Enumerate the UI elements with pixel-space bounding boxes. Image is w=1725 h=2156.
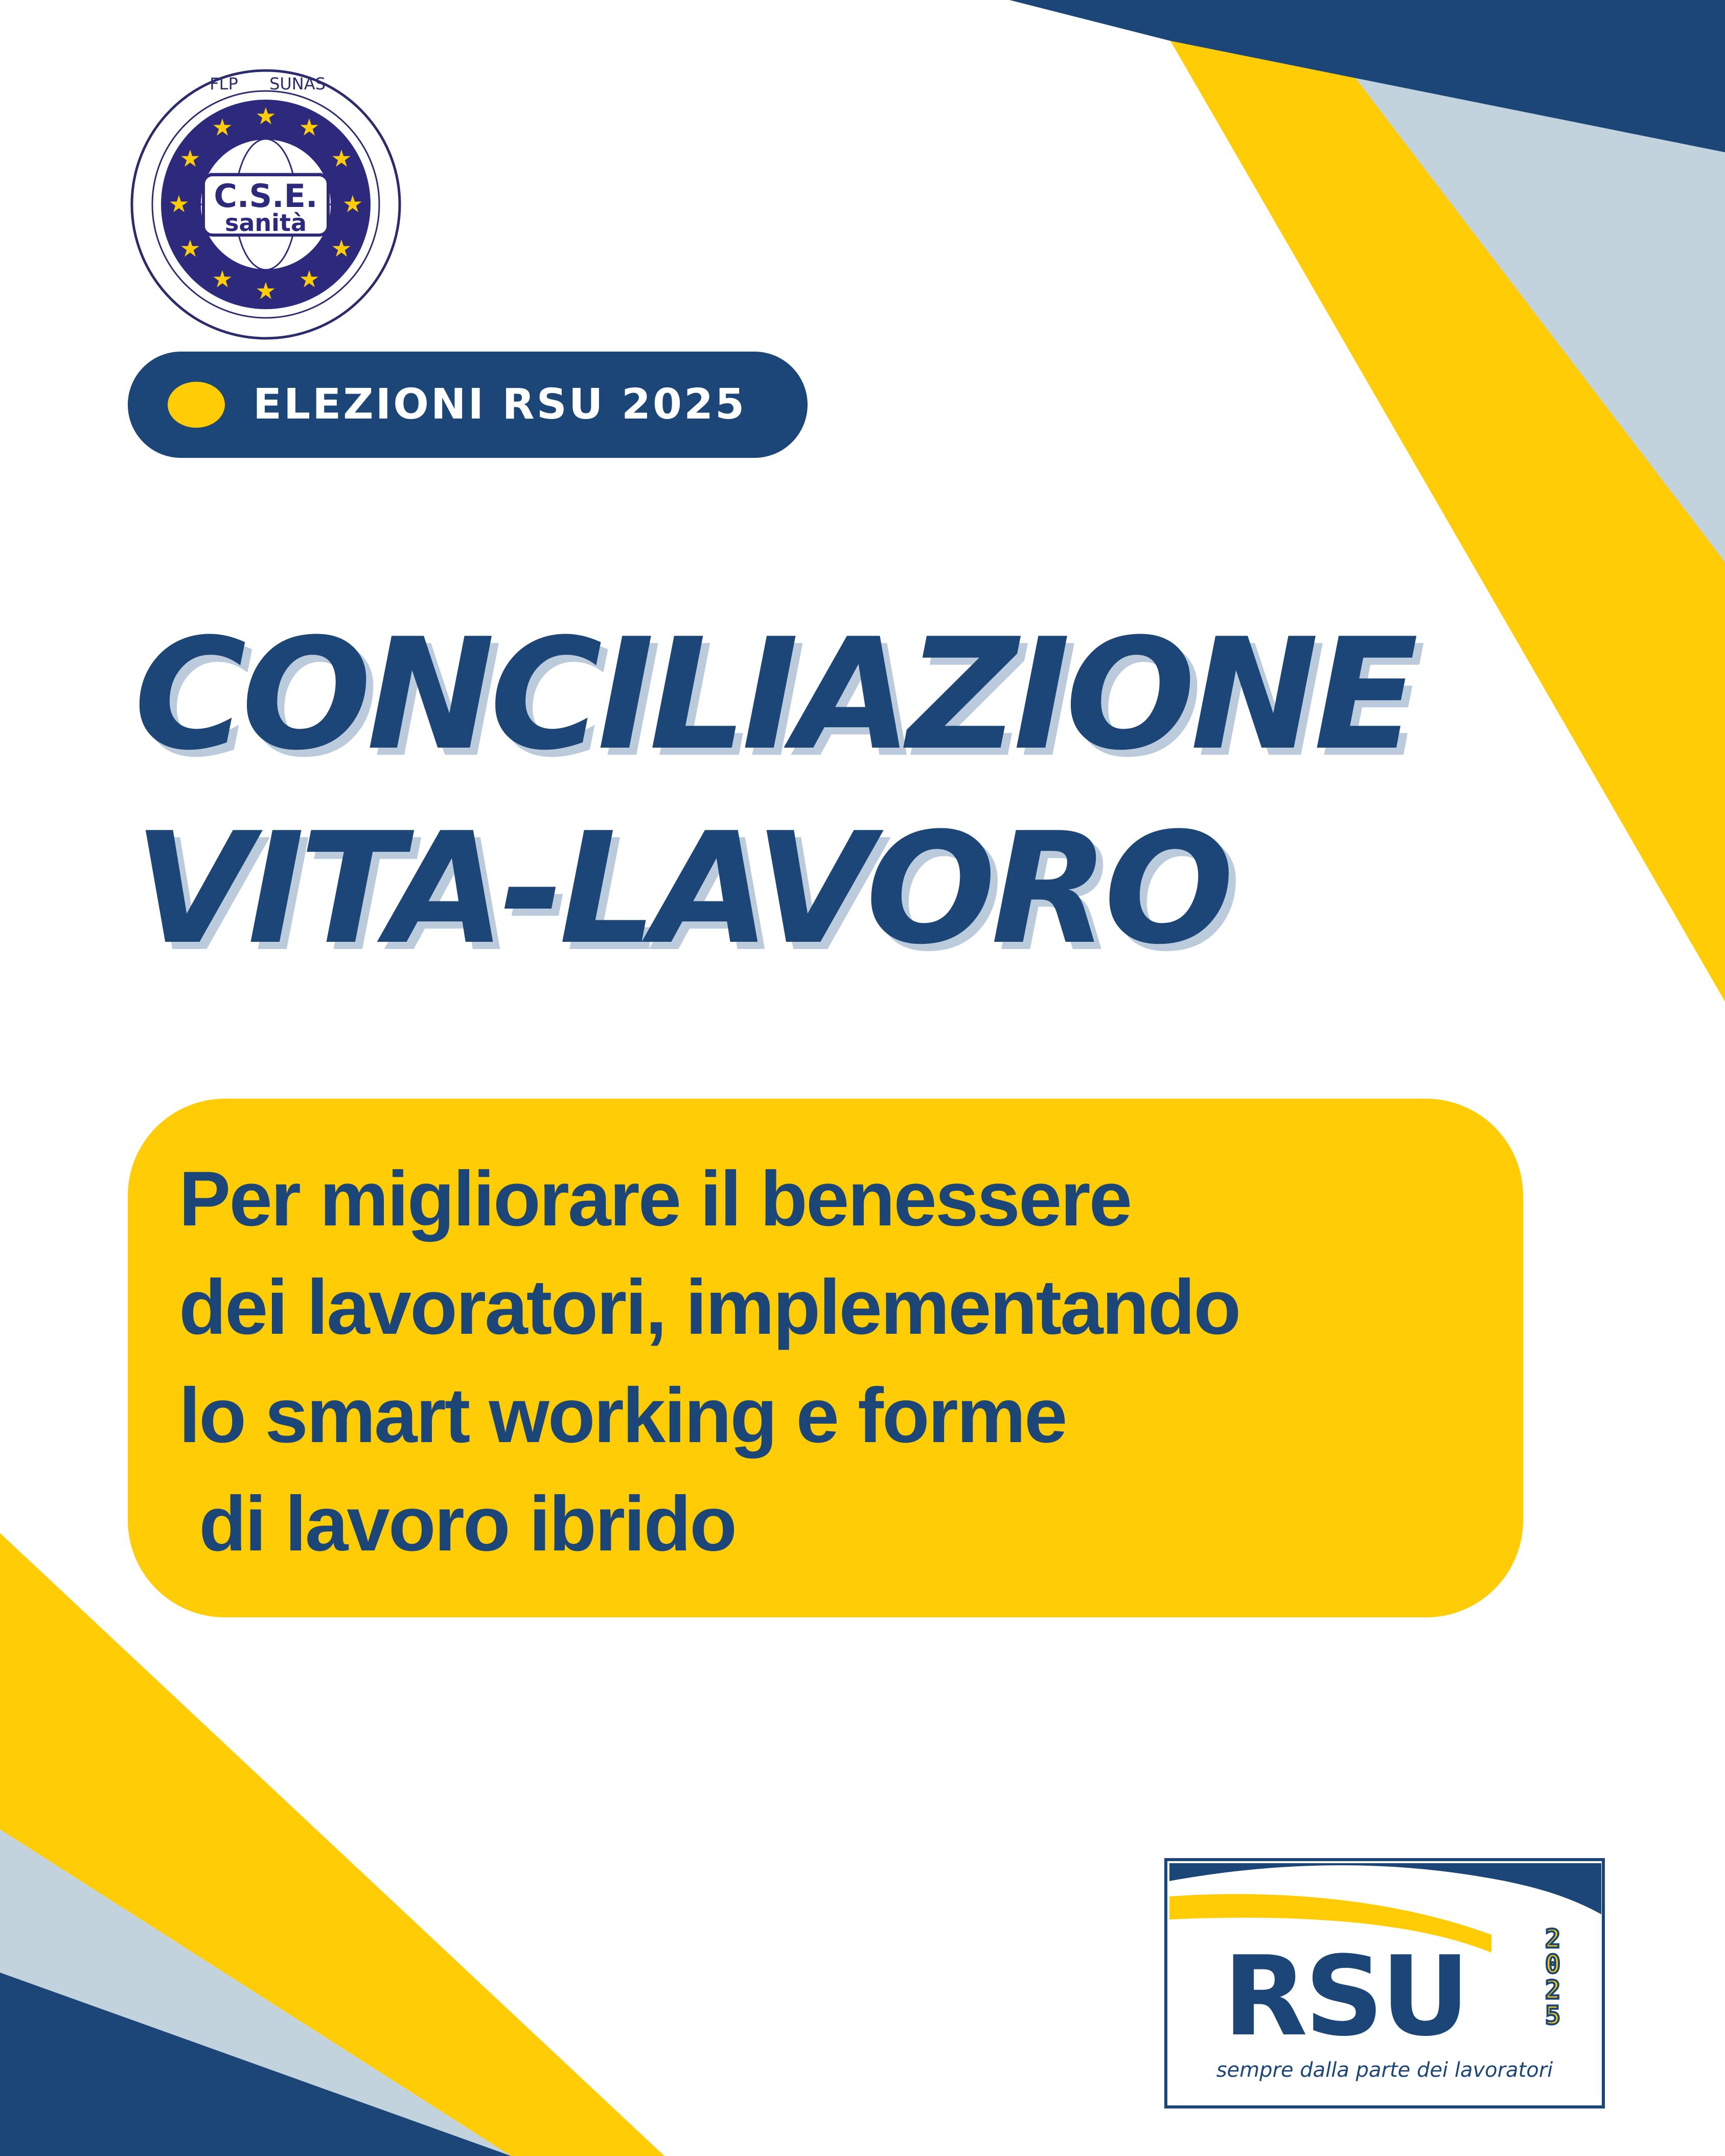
svg-text:★: ★ bbox=[342, 190, 363, 218]
rsu-year-digit-4: 5 bbox=[1545, 2001, 1561, 2030]
rsu-year-digit-2: 0 bbox=[1545, 1950, 1561, 1979]
svg-text:★: ★ bbox=[212, 265, 233, 293]
headline-line-1: CONCILIAZIONE bbox=[134, 606, 1414, 784]
svg-text:★: ★ bbox=[298, 113, 320, 141]
rsu-year-digit-1: 2 bbox=[1545, 1924, 1561, 1954]
page-title bbox=[134, 598, 1413, 986]
cse-sanita-logo bbox=[128, 66, 404, 342]
svg-text:★: ★ bbox=[168, 190, 190, 218]
logo-center-line1: C.S.E. bbox=[214, 177, 318, 215]
message-text: Per migliorare il benessere dei lavoratori, implementando lo smart working e forme di lavoro ibrido bbox=[179, 1155, 1240, 1567]
svg-text:★: ★ bbox=[331, 235, 352, 262]
message-box bbox=[128, 1099, 1523, 1617]
svg-text:★: ★ bbox=[255, 102, 277, 130]
rsu-tagline: sempre dalla parte dei lavoratori bbox=[1216, 2058, 1553, 2082]
logo-top-left-text: FLP bbox=[210, 74, 238, 94]
rsu-letters: RSU bbox=[1223, 1932, 1467, 2060]
headline-line-2: VITA-LAVORO bbox=[134, 800, 1229, 978]
logo-center-line2: sanità bbox=[225, 209, 307, 237]
elections-badge bbox=[128, 352, 808, 458]
svg-text:★: ★ bbox=[179, 235, 201, 262]
badge-dot-icon bbox=[168, 382, 225, 428]
elections-badge-label: ELEZIONI RSU 2025 bbox=[253, 380, 747, 429]
rsu-2025-logo bbox=[1164, 1858, 1605, 2108]
svg-text:★: ★ bbox=[331, 145, 352, 172]
logo-top-right-text: SUNAS bbox=[269, 74, 326, 94]
svg-text:★: ★ bbox=[298, 265, 320, 293]
svg-text:★: ★ bbox=[179, 145, 201, 172]
svg-text:★: ★ bbox=[212, 113, 233, 141]
rsu-year-digit-3: 2 bbox=[1545, 1975, 1561, 2005]
svg-text:★: ★ bbox=[255, 277, 277, 305]
